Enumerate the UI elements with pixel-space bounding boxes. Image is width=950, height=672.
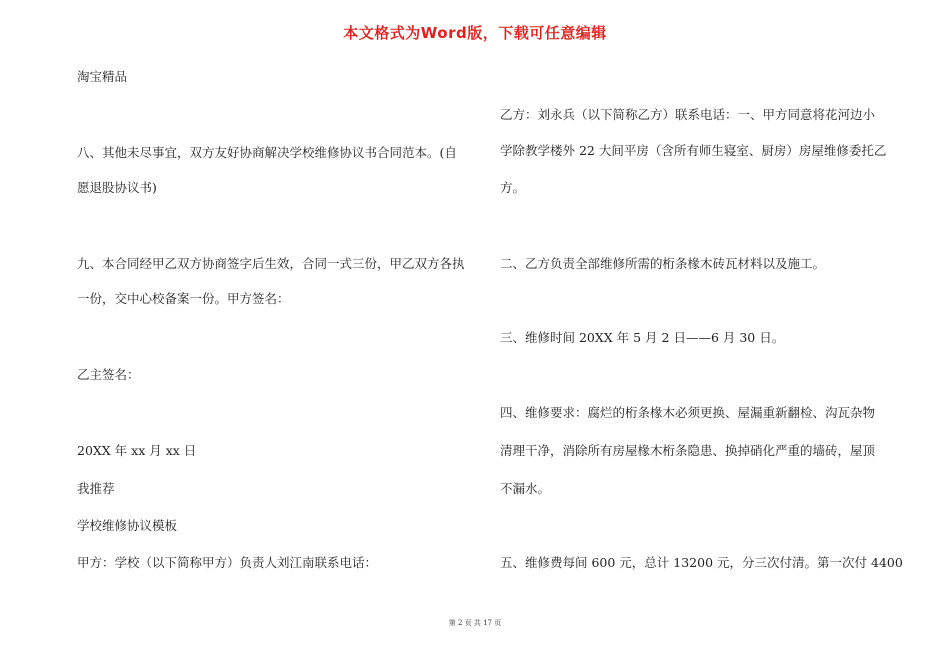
text-line: 五、维修费每间 600 元，总计 13200 元，分三次付清。第一次付 4400 <box>500 555 903 570</box>
page-number-footer: 第 2 页 共 17 页 <box>448 619 502 627</box>
text-line: 学除教学楼外 22 大间平房（含所有师生寝室、厨房）房屋维修委托乙 <box>500 143 887 158</box>
text-line: 八、其他未尽事宜，双方友好协商解决学校维修协议书合同范本。(自 <box>77 145 457 160</box>
text-line: 方。 <box>500 180 526 195</box>
text-line: 甲方：学校（以下简称甲方）负责人刘江南联系电话： <box>77 555 378 570</box>
text-line: 我推荐 <box>77 481 115 496</box>
text-line: 不漏水。 <box>500 481 551 496</box>
text-line: 乙主签名： <box>77 367 140 382</box>
text-line: 愿退股协议书) <box>77 180 157 195</box>
text-line: 二、乙方负责全部维修所需的桁条椽木砖瓦材料以及施工。 <box>500 256 826 271</box>
text-line: 淘宝精品 <box>77 69 128 84</box>
text-line: 九、本合同经甲乙双方协商签字后生效，合同一式三份，甲乙双方各执 <box>77 256 465 271</box>
document-header-title: 本文格式为Word版，下载可任意编辑 <box>343 24 607 42</box>
text-line: 乙方：刘永兵（以下简称乙方）联系电话：一、甲方同意将花河边小 <box>500 107 876 122</box>
text-line: 一份，交中心校备案一份。甲方签名： <box>77 291 290 306</box>
text-line: 三、维修时间 20XX 年 5 月 2 日——6 月 30 日。 <box>500 330 785 345</box>
text-line: 清理干净，消除所有房屋椽木桁条隐患、换掉硝化严重的墙砖，屋顶 <box>500 443 876 458</box>
date-line: 20XX 年 xx 月 xx 日 <box>77 443 197 458</box>
text-line: 四、维修要求：腐烂的桁条椽木必须更换、屋漏重新翻检、沟瓦杂物 <box>500 405 876 420</box>
text-line: 学校维修协议模板 <box>77 518 178 533</box>
